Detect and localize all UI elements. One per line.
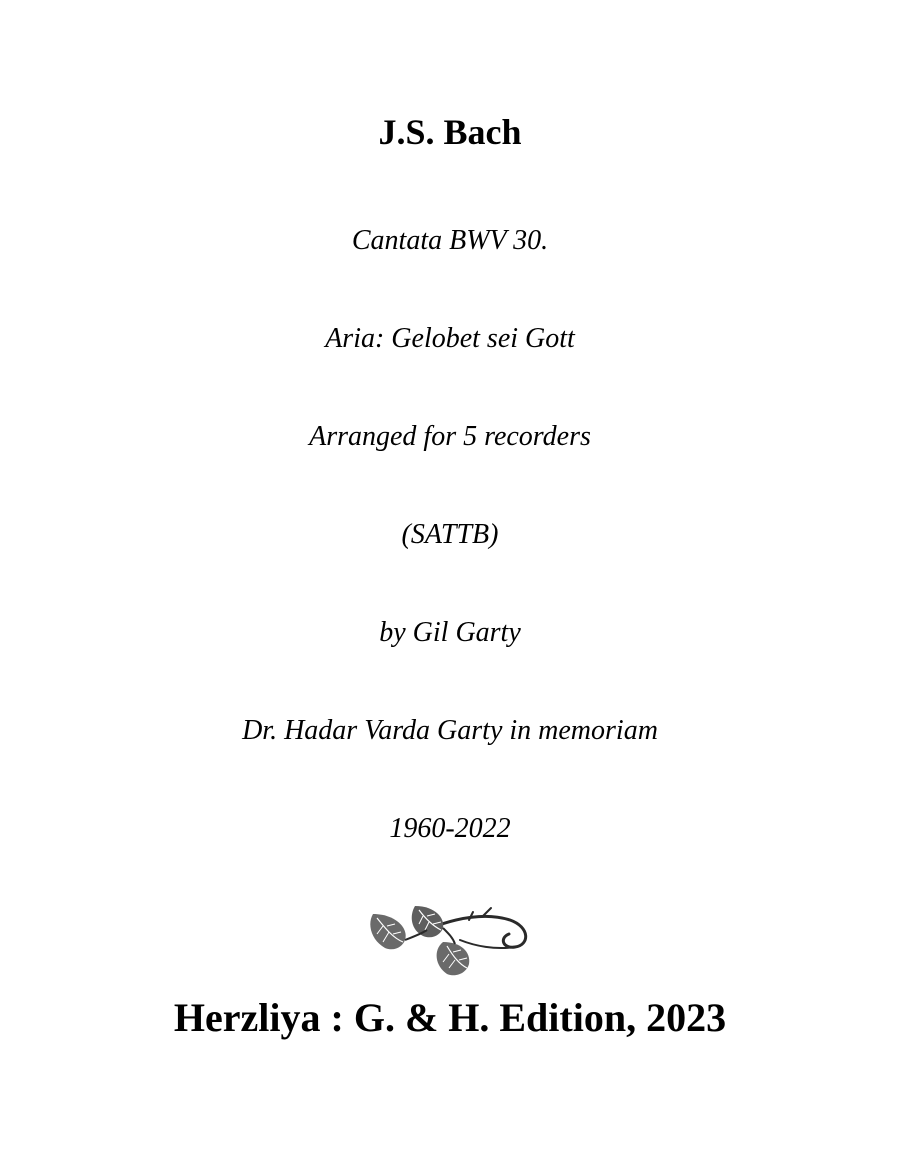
dedication-line: Dr. Hadar Varda Garty in memoriam	[242, 715, 658, 746]
dates-line: 1960-2022	[389, 813, 511, 844]
leaf-vine-ornament-icon	[365, 900, 535, 980]
voicing-line: (SATTB)	[401, 519, 499, 550]
work-title: Cantata BWV 30.	[351, 225, 549, 256]
arrangement-line: Arranged for 5 recorders	[309, 421, 591, 452]
movement-title: Aria: Gelobet sei Gott	[325, 323, 575, 354]
publisher-line: Herzliya : G. & H. Edition, 2023	[173, 995, 727, 1040]
composer-name: J.S. Bach	[378, 112, 522, 152]
arranger-line: by Gil Garty	[379, 617, 521, 648]
